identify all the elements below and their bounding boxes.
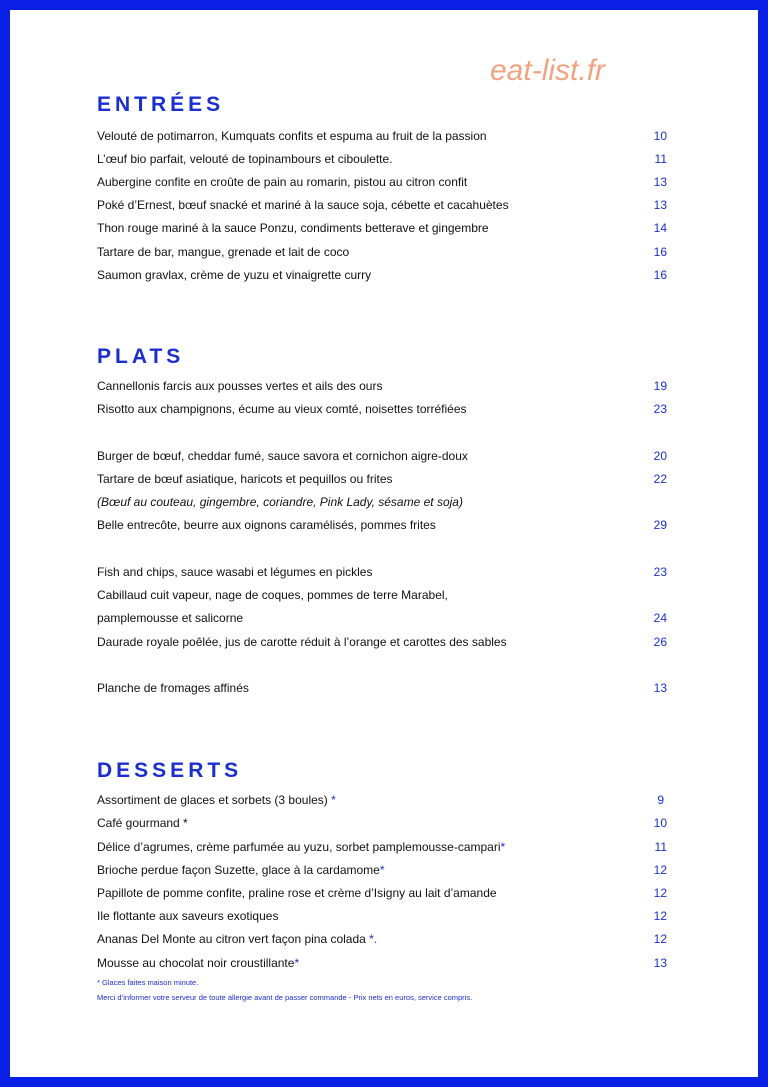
menu-item-name: Café gourmand * [97, 816, 188, 830]
menu-item-price: 11 [654, 840, 667, 854]
menu-item: Cannellonis farcis aux pousses vertes et ails des ours [97, 379, 383, 393]
menu-item-price: 22 [653, 472, 667, 486]
menu-item [97, 909, 278, 923]
homemade-star: * [331, 793, 336, 807]
menu-item: Daurade royale poêlée, jus de carotte réduit à l’orange et carottes des sables [97, 635, 507, 649]
menu-item: Poké d’Ernest, bœuf snacké et mariné à la sauce soja, cébette et cacahuètes [97, 198, 509, 212]
homemade-star: * [500, 840, 506, 854]
homemade-star: * [294, 956, 300, 970]
section-title-desserts: DESSERTS [97, 759, 243, 782]
menu-item-price: 12 [653, 863, 667, 877]
menu-item-name: Ile flottante aux saveurs exotiques [97, 909, 279, 923]
homemade-star: *. [369, 932, 378, 946]
section-title-entrees: ENTRÉES [97, 93, 225, 116]
menu-item-price: 20 [653, 449, 667, 463]
menu-item-price: 10 [653, 129, 667, 143]
menu-item-name: Délice d’agrumes, crème parfumée au yuzu, sorbet pamplemousse-campari [97, 840, 501, 854]
menu-item-price: 10 [653, 816, 667, 830]
menu-item-price: 26 [653, 635, 667, 649]
menu-item [97, 816, 188, 830]
menu-item: pamplemousse et salicorne [97, 611, 244, 625]
menu-item-price: 9 [657, 793, 664, 807]
menu-item-name: Ananas Del Monte au citron vert façon pina colada [97, 932, 370, 946]
menu-item-price: 23 [653, 565, 667, 579]
menu-item: Cabillaud cuit vapeur, nage de coques, pommes de terre Marabel, [97, 588, 448, 602]
menu-item: Thon rouge mariné à la sauce Ponzu, condiments betterave et gingembre [97, 221, 489, 235]
allergy-note: Merci d’informer votre serveur de toute allergie avant de passer commande - Prix nets en euros, service compris. [97, 993, 473, 1002]
menu-item-price: 19 [653, 379, 667, 393]
menu-item: Risotto aux champignons, écume au vieux comté, noisettes torréfiées [97, 402, 467, 416]
menu-item-price: 12 [653, 932, 667, 946]
menu-item: Tartare de bar, mangue, grenade et lait de coco [97, 245, 350, 259]
menu-item: Velouté de potimarron, Kumquats confits et espuma au fruit de la passion [97, 129, 487, 143]
menu-item-description: (Bœuf au couteau, gingembre, coriandre, Pink Lady, sésame et soja) [97, 495, 463, 509]
watermark-logo: eat-list.fr [490, 54, 606, 87]
menu-item-price: 13 [653, 956, 667, 970]
homemade-star: * [379, 863, 385, 877]
menu-item: Tartare de bœuf asiatique, haricots et pequillos ou frites [97, 472, 393, 486]
menu-item-price: 13 [653, 198, 667, 212]
menu-item-price: 13 [653, 681, 667, 695]
menu-item-name: Brioche perdue façon Suzette, glace à la cardamome [97, 863, 380, 877]
menu-item-name: Papillote de pomme confite, praline rose et crème d’Isigny au lait d’amande [97, 886, 497, 900]
menu-item-name: Assortiment de glaces et sorbets (3 boules) [97, 793, 332, 807]
menu-item: Fish and chips, sauce wasabi et légumes en pickles [97, 565, 373, 579]
menu-item [97, 886, 497, 900]
menu-item-price: 12 [653, 886, 667, 900]
menu-item-price: 14 [653, 221, 667, 235]
menu-item-price: 23 [653, 402, 667, 416]
menu-item [97, 793, 336, 807]
menu-item-price: 12 [653, 909, 667, 923]
menu-item-price: 11 [654, 152, 667, 166]
menu-item-price: 29 [653, 518, 667, 532]
menu-item: Belle entrecôte, beurre aux oignons caramélisés, pommes frites [97, 518, 436, 532]
menu-item-name: Mousse au chocolat noir croustillante [97, 956, 295, 970]
menu-item [97, 840, 505, 854]
menu-item: Planche de fromages affinés [97, 681, 249, 695]
section-title-plats: PLATS [97, 345, 185, 368]
homemade-note: * Glaces faites maison minute. [97, 978, 199, 987]
menu-item [97, 932, 377, 946]
menu-item-price: 16 [653, 268, 667, 282]
menu-item [97, 863, 385, 877]
menu-item-price: 24 [653, 611, 667, 625]
menu-item [97, 956, 299, 970]
menu-item: Burger de bœuf, cheddar fumé, sauce savora et cornichon aigre-doux [97, 449, 468, 463]
menu-item: Saumon gravlax, crème de yuzu et vinaigrette curry [97, 268, 372, 282]
menu-item-price: 16 [653, 245, 667, 259]
menu-item: L’œuf bio parfait, velouté de topinambours et ciboulette. [97, 152, 393, 166]
menu-item-price: 13 [653, 175, 667, 189]
menu-item: Aubergine confite en croûte de pain au romarin, pistou au citron confit [97, 175, 468, 189]
